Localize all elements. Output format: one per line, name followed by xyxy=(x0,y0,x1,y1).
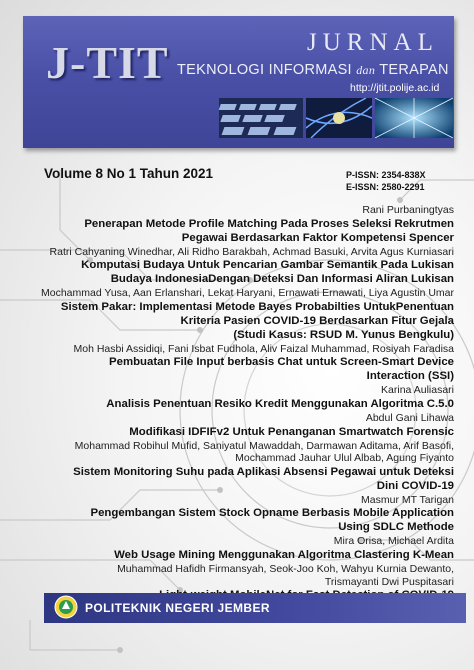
subtitle-connector: dan xyxy=(356,63,376,77)
network-cable-photo xyxy=(306,98,372,138)
article-authors: Rani Purbaningtyas xyxy=(362,204,454,216)
article-authors: Ratri Cahyaning Winedhar, Ali Ridho Barakbah, Achmad Basuki, Arvita Agus Kurniasari xyxy=(49,245,454,258)
article-authors: Abdul Gani Lihawa xyxy=(365,411,454,424)
article-authors: Mochammad Yusa, Aan Erlanshari, Lekat Haryani, Ernawati Ernawati, Liya Agustin Umar xyxy=(40,287,454,300)
article-title: Interaction (SSI) xyxy=(366,370,454,383)
article-entry xyxy=(0,343,474,384)
article-title: Pegawai Berdasarkan Faktor Kompetensi Spencer xyxy=(181,231,454,244)
article-entry xyxy=(0,412,474,439)
institution-logo-icon xyxy=(54,595,78,619)
article-authors: Karina Auliasari xyxy=(381,384,454,397)
volume-label: Volume 8 No 1 Tahun 2021 xyxy=(44,166,214,181)
jurnal-heading: JURNAL xyxy=(307,29,439,56)
journal-subtitle xyxy=(177,62,449,78)
article-entry xyxy=(0,246,474,287)
article-title: Kriteria Pasien COVID-19 Berdasarkan Fitur Gejala xyxy=(180,314,454,327)
article-title: Using SDLC Methode xyxy=(338,521,454,534)
article-entry xyxy=(0,204,474,245)
article-authors: Moh Hasbi Assidiqi, Fani Isbat Fudhola, Aliv Faizal Muhammad, Rosiyah Faradisa xyxy=(73,342,454,355)
server-rack-photo xyxy=(219,98,303,138)
article-authors: Mohammad Robihul Mufid, Saniyatul Mawaddah, Darmawan Aditama, Arif Basofi, xyxy=(74,439,454,452)
article-title: Sistem Monitoring Suhu pada Aplikasi Absensi Pegawai untuk Deteksi xyxy=(73,465,454,478)
article-authors: Mochammad Jauhar Ulul Albab, Agung Fiyanto xyxy=(235,452,454,465)
journal-logo: J-TIT xyxy=(46,37,169,88)
article-title: Dini COVID-19 xyxy=(376,479,454,492)
article-entry xyxy=(0,440,474,493)
article-authors: Muhammad Hafidh Firmansyah, Seok-Joo Koh, Wahyu Kurnia Dewanto, xyxy=(117,562,454,575)
article-title: Komputasi Budaya Untuk Pencarian Gambar Semantik Pada Lukisan xyxy=(81,259,454,272)
subtitle-main: TEKNOLOGI INFORMASI xyxy=(177,62,352,78)
article-list xyxy=(0,204,474,603)
article-authors: Masmur MT Tarigan xyxy=(361,493,454,506)
article-entry xyxy=(0,287,474,342)
article-title: Pengembangan Sistem Stock Opname Berbasis Mobile Application xyxy=(90,507,454,520)
article-title: Penerapan Metode Profile Matching Pada Proses Seleksi Rekrutmen xyxy=(84,217,454,230)
article-entry xyxy=(0,535,474,562)
electronic-issn: E-ISSN: 2580-2291 xyxy=(346,181,425,192)
print-issn: P-ISSN: 2354-838X xyxy=(346,170,426,180)
article-title: Budaya IndonesiaDengan Deteksi Dan Informasi Aliran Lukisan xyxy=(110,273,454,286)
article-title: (Studi Kasus: RSUD M. Yunus Bengkulu) xyxy=(233,328,454,341)
article-authors: Trismayanti Dwi Puspitasari xyxy=(324,575,454,588)
article-title: Sistem Pakar: Implementasi Metode Bayes Probabilties UntukPenentuan xyxy=(60,300,454,313)
article-title: Pembuatan File Input berbasis Chat untuk Screen-Smart Device xyxy=(109,356,454,369)
journal-url: http://jtit.polije.ac.id xyxy=(350,82,440,94)
institution-name: POLITEKNIK NEGERI JEMBER xyxy=(85,601,270,615)
header-photo-strip xyxy=(219,98,453,138)
subtitle-end: TERAPAN xyxy=(379,62,449,78)
article-entry xyxy=(0,384,474,411)
article-title: Analisis Penentuan Resiko Kredit Menggunakan Algoritma C.5.0 xyxy=(106,397,454,410)
article-authors: Mira Orisa, Michael Ardita xyxy=(333,535,454,548)
article-entry xyxy=(0,494,474,535)
article-title: Web Usage Mining Menggunakan Algoritma Clastering K-Mean xyxy=(114,548,454,561)
article-title: Modifikasi IDFIFv2 Untuk Penanganan Smartwatch Forensic xyxy=(129,425,454,438)
data-center-photo xyxy=(375,98,453,138)
issn-block xyxy=(346,170,426,193)
institution-footer xyxy=(44,593,466,623)
